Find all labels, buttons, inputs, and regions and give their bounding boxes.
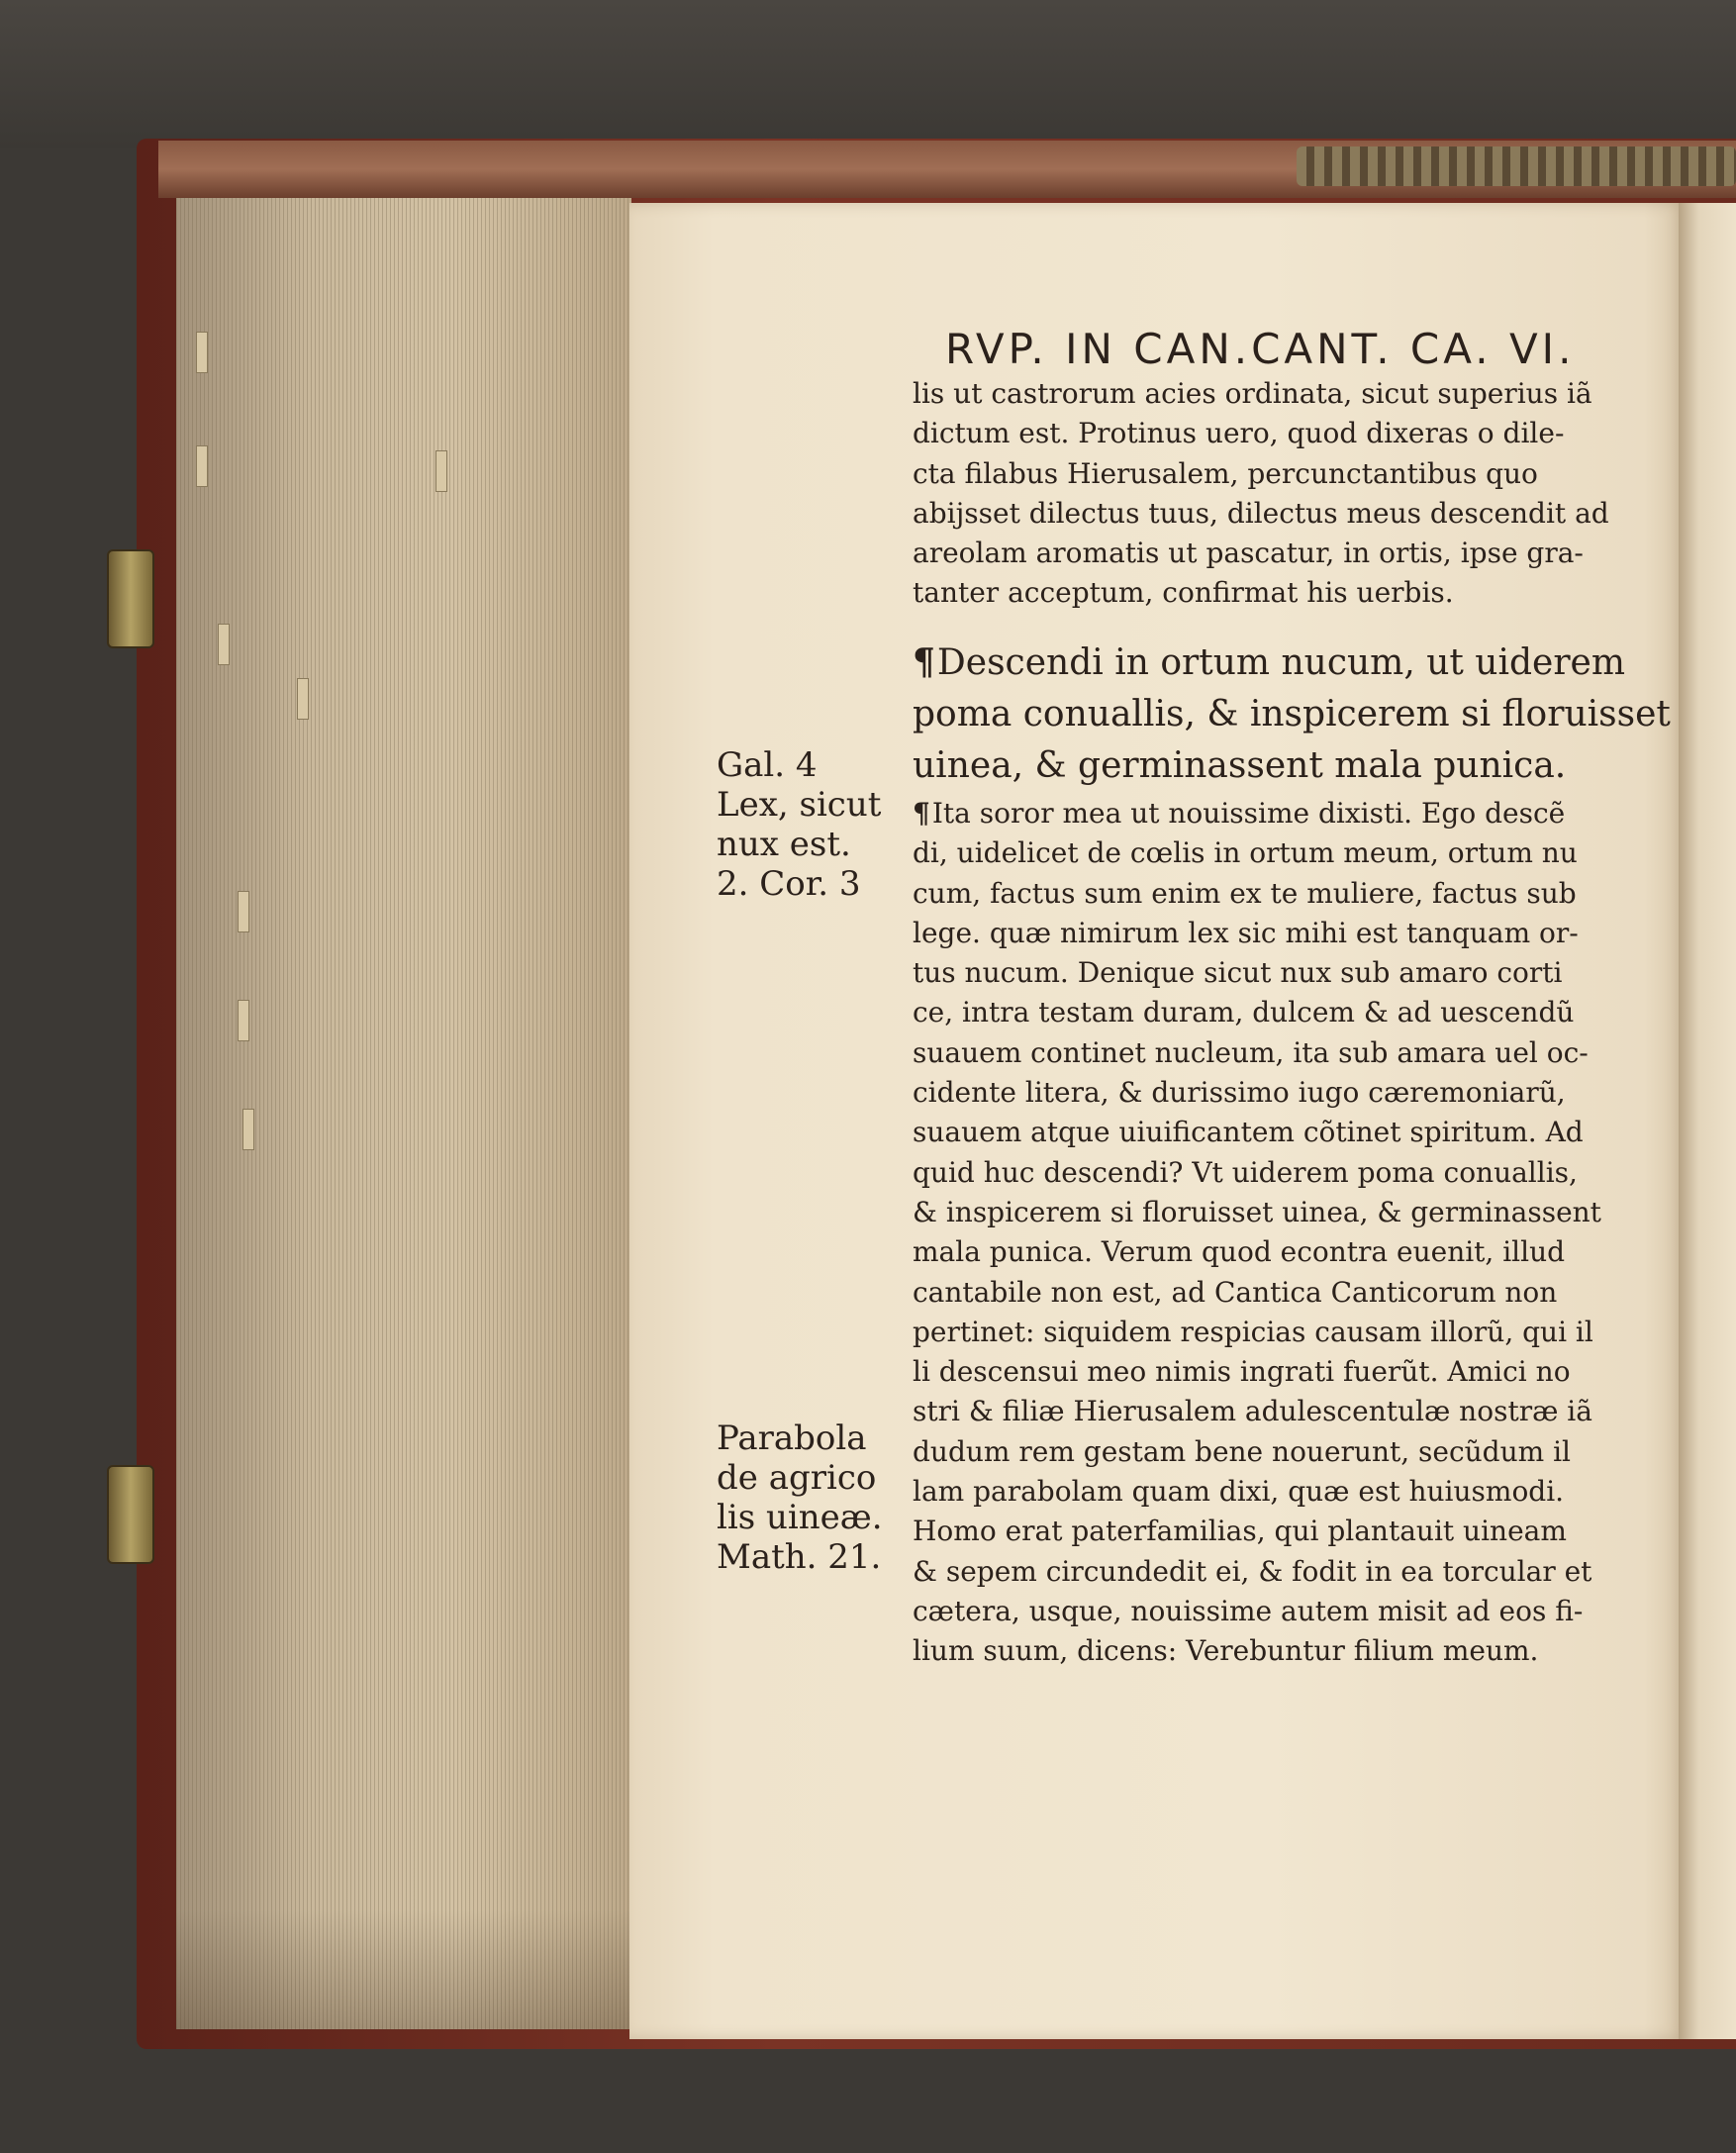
text-line: cætera, usque, nouissime autem misit ad eos fi- <box>913 1594 1584 1627</box>
margin-note-line: lis uineæ. <box>717 1498 883 1537</box>
verse-line <box>913 636 1675 689</box>
page-tab <box>297 678 309 720</box>
text-line: mala punica. Verum quod econtra euenit, illud <box>913 1235 1566 1269</box>
page-tab <box>238 1000 249 1041</box>
margin-note-parabola <box>717 1419 905 1577</box>
background <box>0 0 1736 148</box>
text-line: li descensui meo nimis ingrati fuerũt. Amici no <box>913 1355 1571 1389</box>
text-line: areolam aromatis ut pascatur, in ortis, ipse gra- <box>913 537 1584 570</box>
text-line: stri & filiæ Hierusalem adulescentulæ nostræ iã <box>913 1395 1592 1428</box>
margin-note-line: de agrico <box>717 1458 877 1498</box>
page-tab <box>242 1109 254 1150</box>
text-line: di, uidelicet de cœlis in ortum meum, ortum nu <box>913 836 1578 870</box>
text-line: dudum rem gestam bene nouerunt, secũdum il <box>913 1434 1571 1468</box>
text-line: suauem atque uiuificantem cõtinet spiritum. Ad <box>913 1116 1584 1149</box>
text-line: & sepem circundedit ei, & fodit in ea torcular et <box>913 1554 1592 1588</box>
text-line: lium suum, dicens: Verebuntur filium meum. <box>913 1634 1539 1668</box>
text-line: cta filabus Hierusalem, percunctantibus quo <box>913 456 1538 490</box>
pilcrow-icon: ¶ <box>913 641 935 683</box>
clasp-icon <box>107 1465 154 1564</box>
text-line: ce, intra testam duram, dulcem & ad uescendũ <box>913 996 1575 1029</box>
text-line: abijsset dilectus tuus, dilectus meus descendit ad <box>913 496 1609 530</box>
page-tab <box>196 332 208 373</box>
page-tab <box>196 445 208 487</box>
text-line: tus nucum. Denique sicut nux sub amaro corti <box>913 956 1563 990</box>
headband-braid <box>1297 147 1736 186</box>
text-line <box>913 794 1675 833</box>
margin-note-line: Math. 21. <box>717 1537 882 1577</box>
margin-note-line: Lex, sicut <box>717 785 882 825</box>
page-tab <box>238 891 249 932</box>
book-gutter <box>1679 203 1736 2039</box>
margin-note-line: nux est. <box>717 825 851 864</box>
text-line: quid huc descendi? Vt uiderem poma conuallis, <box>913 1155 1578 1189</box>
text-line-content: Ita soror mea ut nouissime dixisti. Ego descẽ <box>931 797 1566 830</box>
margin-note-line: Parabola <box>717 1419 867 1458</box>
page-block-shadow <box>176 1910 631 2029</box>
text-line: cidente litera, & durissimo iugo cæremoniarũ, <box>913 1076 1566 1110</box>
verse-text: Descendi in ortum nucum, ut uiderem <box>936 642 1625 683</box>
running-head: RVP. IN CAN.CANT. CA. VI. <box>945 325 1576 373</box>
verse-line: poma conuallis, & inspicerem si floruisset <box>913 694 1671 734</box>
text-line: suauem continet nucleum, ita sub amara uel oc- <box>913 1035 1589 1069</box>
text-line: cum, factus sum enim ex te muliere, factus sub <box>913 876 1577 910</box>
verse-line: uinea, & germinassent mala punica. <box>913 745 1567 786</box>
faint-handwriting <box>266 868 625 993</box>
verse-block <box>913 636 1675 792</box>
text-line: Homo erat paterfamilias, qui plantauit uineam <box>913 1515 1567 1548</box>
margin-note-gal <box>717 745 905 904</box>
clasp-icon <box>107 549 154 648</box>
text-line: dictum est. Protinus uero, quod dixeras o dile- <box>913 417 1565 450</box>
text-block-top <box>913 374 1675 614</box>
text-line: lam parabolam quam dixi, quæ est huiusmodi. <box>913 1475 1565 1509</box>
text-line: lis ut castrorum acies ordinata, sicut superius iã <box>913 377 1592 410</box>
margin-note-line: 2. Cor. 3 <box>717 864 861 904</box>
page-tab <box>435 450 447 492</box>
text-line: pertinet: siquidem respicias causam illorũ, qui il <box>913 1315 1593 1348</box>
text-line: tanter acceptum, confirmat his uerbis. <box>913 576 1454 610</box>
text-block-main <box>913 794 1675 1672</box>
text-line: & inspicerem si floruisset uinea, & germinassent <box>913 1195 1601 1228</box>
margin-note-line: Gal. 4 <box>717 745 818 785</box>
page-tab <box>218 624 230 665</box>
text-line: lege. quæ nimirum lex sic mihi est tanquam or- <box>913 916 1579 949</box>
text-line: cantabile non est, ad Cantica Canticorum non <box>913 1275 1558 1309</box>
pilcrow-icon: ¶ <box>913 797 930 830</box>
